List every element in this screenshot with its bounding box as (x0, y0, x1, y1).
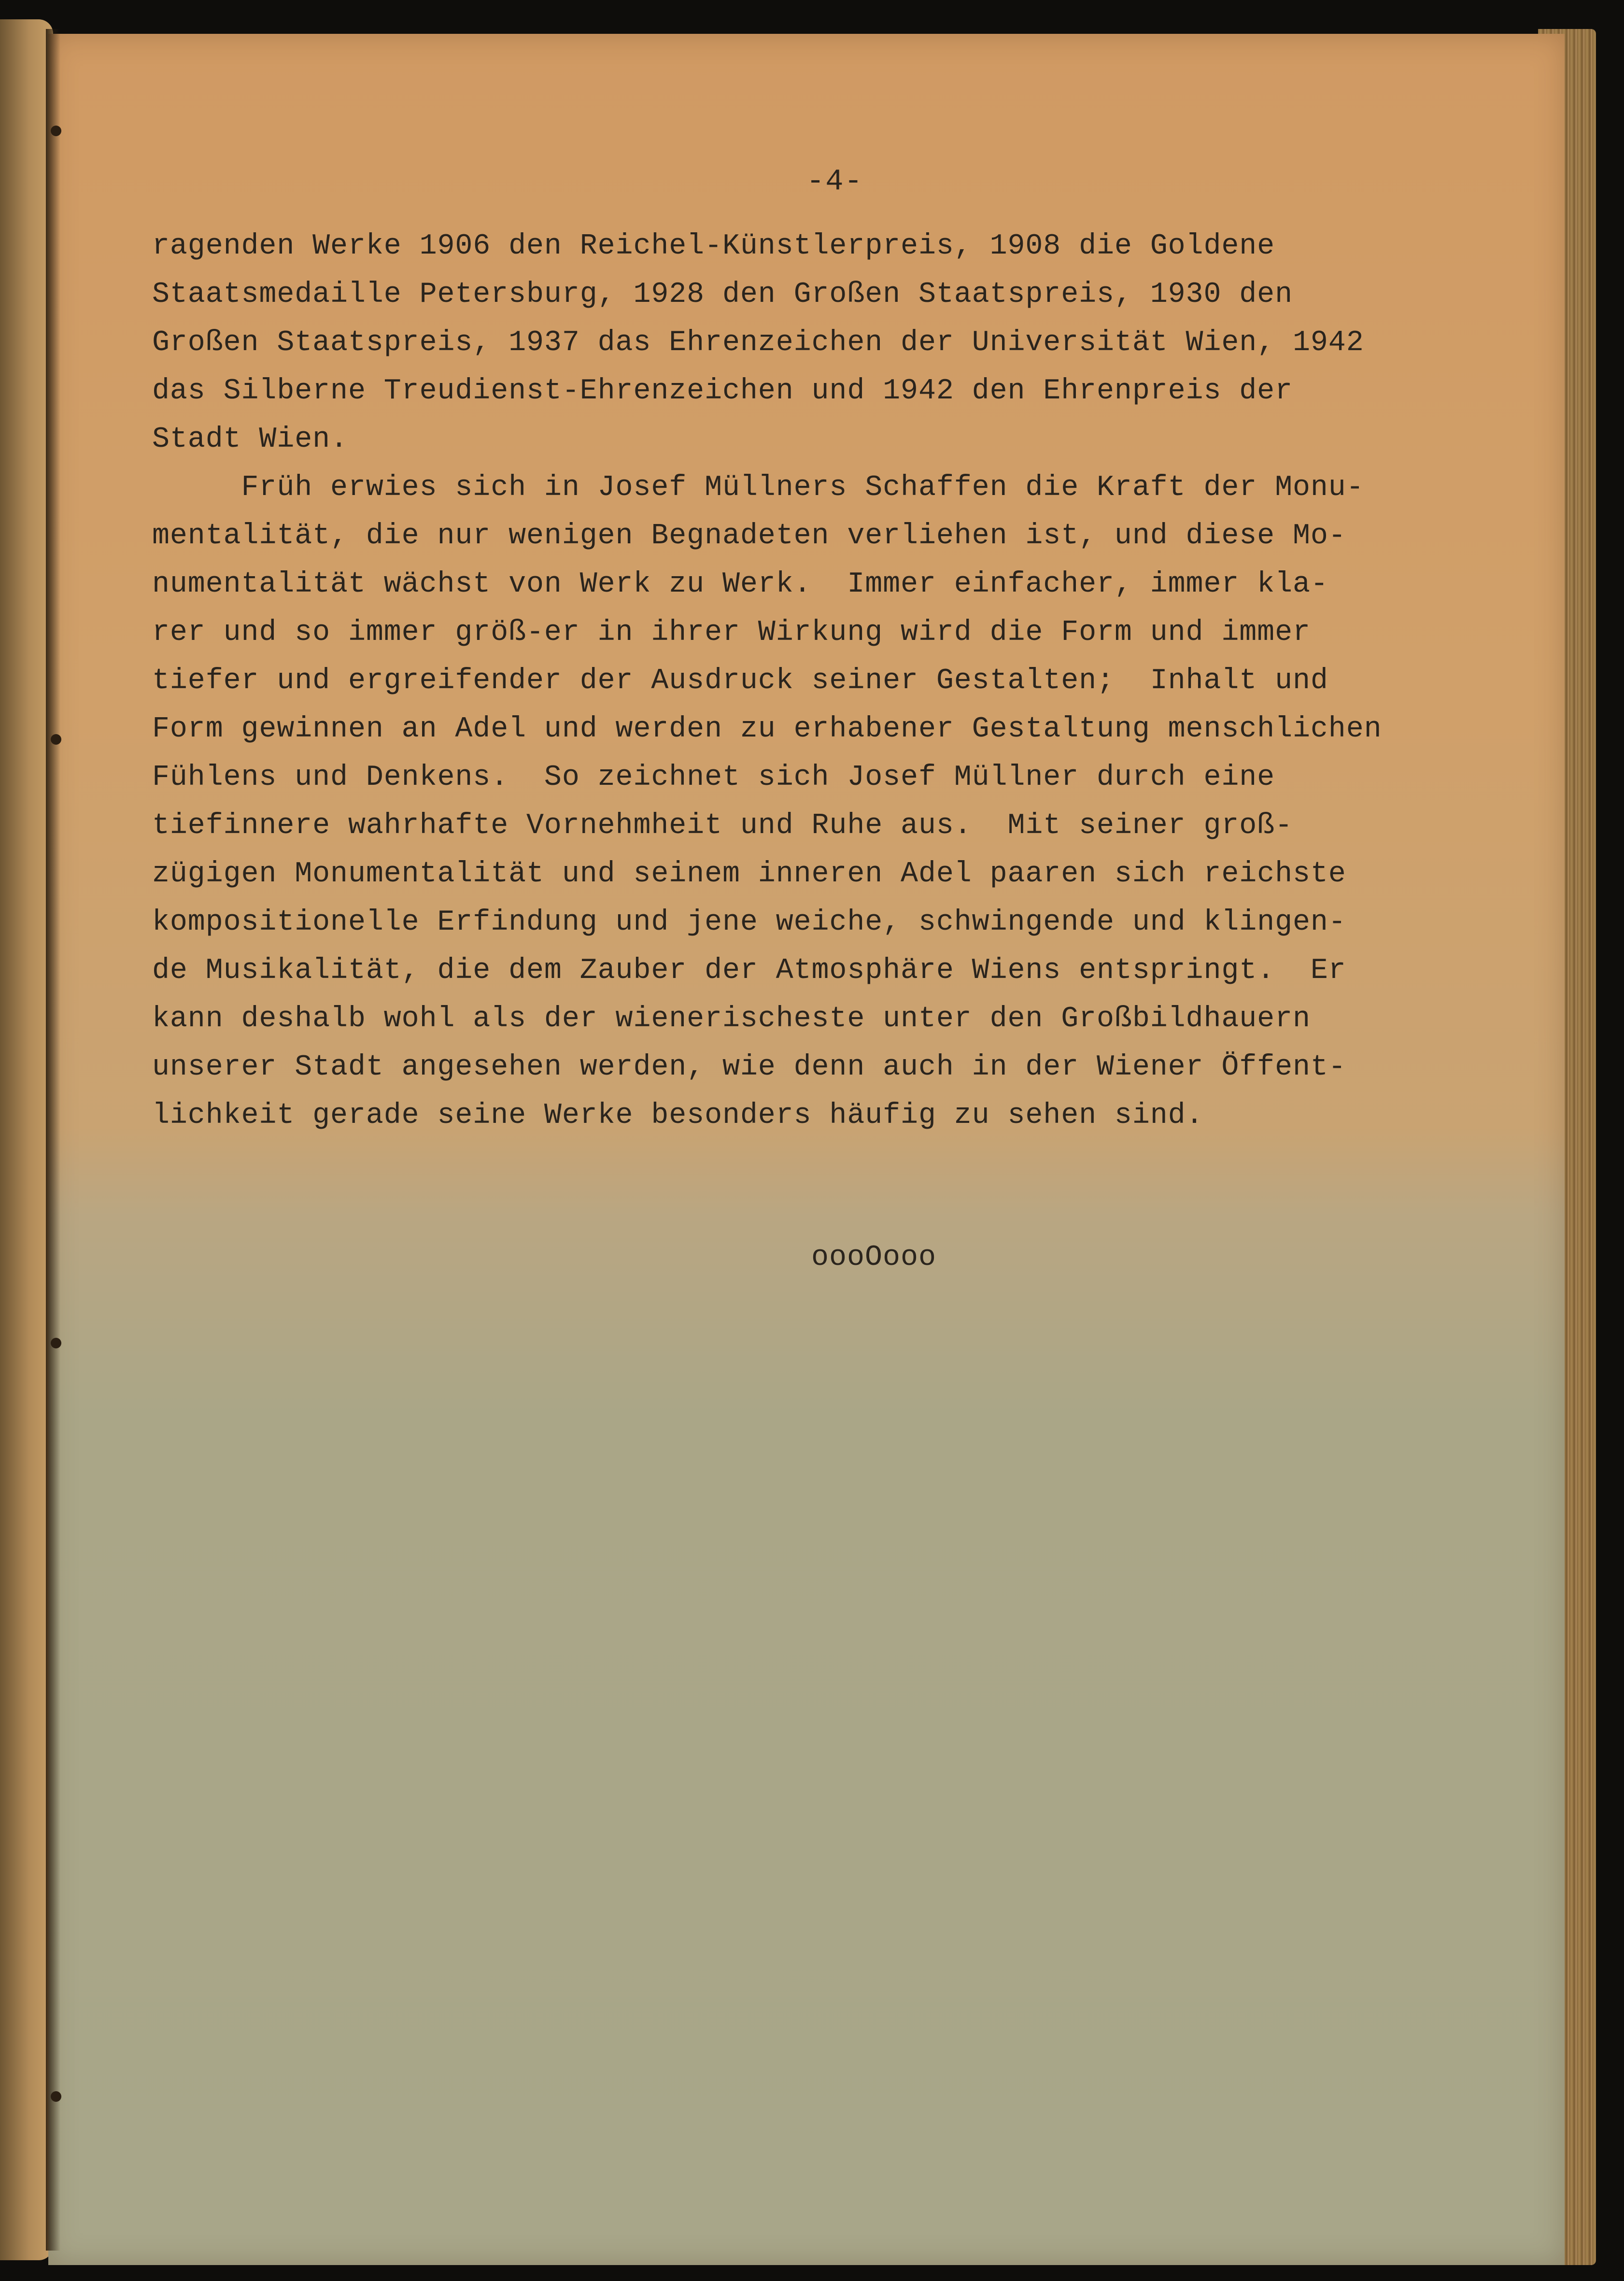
text-line-6: Früh erwies sich in Josef Müllners Schaffen die Kraft der Monu- (152, 471, 1364, 504)
text-line-10: tiefer und ergreifender der Ausdruck seiner Gestalten; Inhalt und (152, 665, 1328, 697)
text-line-2: Staatsmedaille Petersburg, 1928 den Großen Staatspreis, 1930 den (152, 278, 1293, 311)
text-line-17: kann deshalb wohl als der wienerischeste unter den Großbildhauern (152, 1003, 1311, 1035)
text-line-11: Form gewinnen an Adel und werden zu erhabener Gestaltung menschlichen (152, 713, 1382, 746)
text-line-18: unserer Stadt angesehen werden, wie denn auch in der Wiener Öffent- (152, 1051, 1346, 1084)
end-ornament: oooOooo (811, 1241, 937, 1274)
text-line-1: ragenden Werke 1906 den Reichel-Künstlerpreis, 1908 die Goldene (152, 230, 1275, 263)
text-line-14: zügigen Monumentalität und seinem inneren Adel paaren sich reichste (152, 858, 1346, 891)
page-number: -4- (806, 164, 863, 198)
text-line-12: Fühlens und Denkens. So zeichnet sich Josef Müllner durch eine (152, 761, 1275, 794)
text-line-15: kompositionelle Erfindung und jene weiche, schwingende und klingen- (152, 906, 1346, 939)
typewritten-page (48, 34, 1565, 2265)
binding-stitch-hole (51, 2091, 61, 2102)
text-line-8: numentalität wächst von Werk zu Werk. Immer einfacher, immer kla- (152, 568, 1328, 601)
text-line-7: mentalität, die nur wenigen Begnadeten verliehen ist, und diese Mo- (152, 520, 1346, 553)
text-line-9: rer und so immer größ-er in ihrer Wirkung wird die Form und immer (152, 616, 1311, 649)
text-line-19: lichkeit gerade seine Werke besonders häufig zu sehen sind. (152, 1099, 1204, 1132)
binding-shadow (46, 29, 60, 2251)
binding-stitch-hole (51, 734, 61, 745)
text-line-3: Großen Staatspreis, 1937 das Ehrenzeichen der Universität Wien, 1942 (152, 326, 1364, 359)
text-line-16: de Musikalität, die dem Zauber der Atmosphäre Wiens entspringt. Er (152, 954, 1346, 987)
text-line-5: Stadt Wien. (152, 423, 348, 456)
binding-stitch-hole (51, 126, 61, 136)
text-line-13: tiefinnere wahrhafte Vornehmheit und Ruhe aus. Mit seiner groß- (152, 809, 1293, 842)
text-line-4: das Silberne Treudienst-Ehrenzeichen und 1942 den Ehrenpreis der (152, 375, 1293, 408)
binding-stitch-hole (51, 1338, 61, 1348)
facing-page-edge (0, 19, 53, 2260)
